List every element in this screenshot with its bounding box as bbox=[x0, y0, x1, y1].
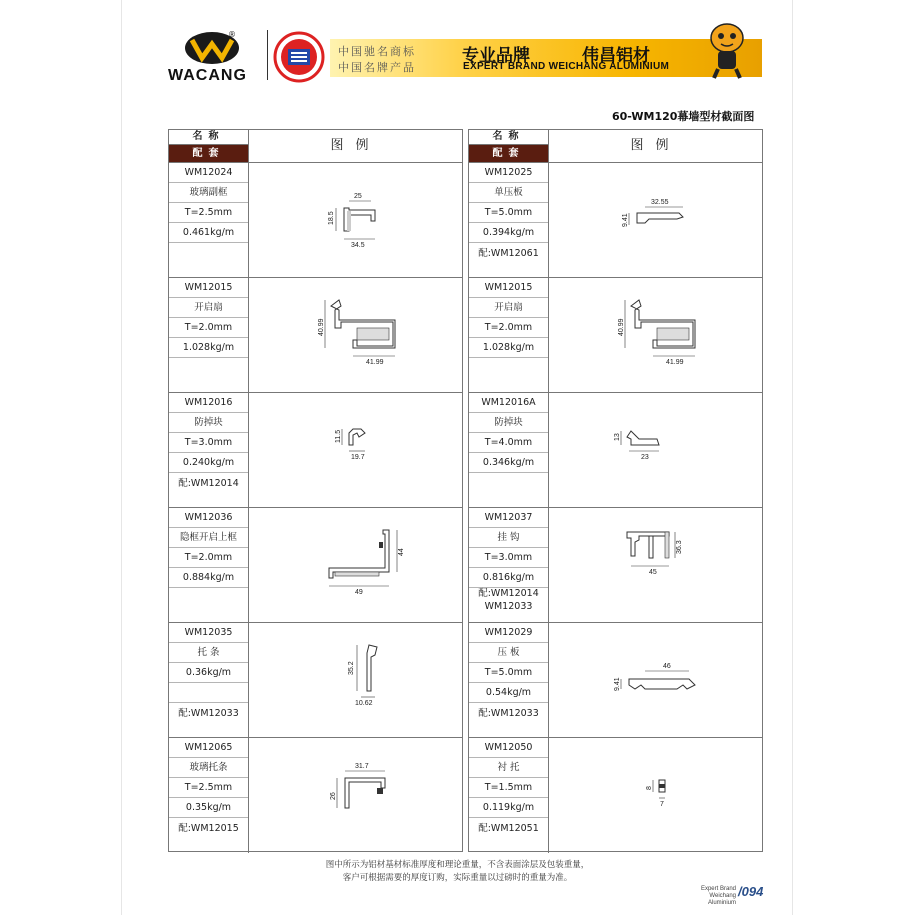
header-divider bbox=[267, 30, 268, 80]
footer-note-line2: 客户可根据需要的厚度订购，实际重量以过磅时的重量为准。 bbox=[342, 873, 573, 883]
dimension-label: 10.62 bbox=[355, 700, 373, 707]
profile-pairing: 配:WM12015 bbox=[178, 823, 239, 834]
profile-drawing bbox=[549, 393, 762, 507]
profile-drawing bbox=[249, 508, 462, 622]
dimension-label: 19.7 bbox=[351, 454, 365, 461]
profile-weight: 0.461kg/m bbox=[169, 223, 248, 243]
profile-entry bbox=[469, 278, 762, 393]
profile-entry bbox=[169, 393, 462, 508]
profile-name: 托 条 bbox=[169, 643, 248, 663]
profile-drawing bbox=[249, 738, 462, 853]
dimension-label: 11.5 bbox=[335, 429, 342, 443]
profile-weight: 0.346kg/m bbox=[469, 453, 548, 473]
profile-entry bbox=[469, 623, 762, 738]
footer-en-line2: Weichang Aluminium bbox=[707, 893, 736, 906]
dimension-label: 26 bbox=[330, 792, 337, 800]
profile-pairing bbox=[169, 243, 248, 278]
column-header-name: 名称 bbox=[469, 130, 549, 145]
page-edge-left bbox=[121, 0, 122, 915]
profile-pairing bbox=[169, 358, 248, 393]
column-header-name: 名称 bbox=[169, 130, 249, 145]
profile-entry bbox=[169, 738, 462, 853]
header-cn-top: 中国驰名商标 bbox=[338, 45, 416, 58]
footer-note-line1: 图中所示为铝材基材标准厚度和理论重量，不含表面涂层及包装重量， bbox=[325, 860, 590, 870]
profile-thickness: T=2.5mm bbox=[169, 203, 248, 223]
profile-drawing bbox=[549, 163, 762, 277]
profile-drawing bbox=[249, 393, 462, 507]
profile-thickness: T=3.0mm bbox=[469, 548, 548, 568]
column-header-figure: 图例 bbox=[330, 138, 381, 153]
dimension-label: 35.2 bbox=[348, 661, 355, 675]
profile-table-right bbox=[468, 129, 763, 852]
dimension-label: 7 bbox=[660, 801, 664, 808]
dimension-label: 41.99 bbox=[666, 359, 684, 366]
profile-name: 开启扇 bbox=[169, 298, 248, 318]
profile-pairing-extra: WM12033 bbox=[484, 601, 533, 612]
header-brand-cn: 伟昌铝材 bbox=[582, 46, 650, 66]
profile-code: WM12024 bbox=[169, 163, 248, 183]
profile-drawing bbox=[549, 738, 762, 853]
profile-weight: 0.816kg/m bbox=[469, 568, 548, 588]
dimension-label: 9.41 bbox=[614, 677, 621, 691]
column-header-pairing: 配套 bbox=[169, 145, 249, 162]
profile-pairing: 配:WM12014 bbox=[478, 588, 539, 599]
dimension-label: 44 bbox=[398, 548, 405, 556]
header-en: EXPERT BRAND WEICHANG ALUMINIUM bbox=[463, 61, 670, 72]
dimension-label: 31.7 bbox=[355, 763, 369, 770]
profile-weight: 0.36kg/m bbox=[169, 663, 248, 683]
profile-code: WM12050 bbox=[469, 738, 548, 758]
profile-pairing bbox=[469, 358, 548, 393]
profile-name: 衬 托 bbox=[469, 758, 548, 778]
profile-drawing bbox=[249, 163, 462, 277]
profile-name: 开启扇 bbox=[469, 298, 548, 318]
profile-thickness: T=5.0mm bbox=[469, 203, 548, 223]
profile-weight: 1.028kg/m bbox=[169, 338, 248, 358]
profile-name: 隐框开启上框 bbox=[169, 528, 248, 548]
profile-entry bbox=[169, 623, 462, 738]
profile-pairing: 配:WM12014 bbox=[178, 478, 239, 489]
profile-name: 防掉块 bbox=[469, 413, 548, 433]
profile-code: WM12029 bbox=[469, 623, 548, 643]
profile-thickness: T=2.0mm bbox=[169, 318, 248, 338]
profile-pairing bbox=[469, 473, 548, 508]
dimension-label: 49 bbox=[355, 589, 363, 596]
profile-code: WM12016 bbox=[169, 393, 248, 413]
dimension-label: 23 bbox=[641, 454, 649, 461]
profile-name: 挂 钩 bbox=[469, 528, 548, 548]
dimension-label: 32.55 bbox=[651, 199, 669, 206]
profile-drawing bbox=[549, 623, 762, 737]
profile-weight: 0.35kg/m bbox=[169, 798, 248, 818]
profile-entry bbox=[469, 163, 762, 278]
profile-name: 玻璃托条 bbox=[169, 758, 248, 778]
dimension-label: 40.99 bbox=[318, 318, 325, 336]
profile-entry bbox=[169, 163, 462, 278]
profile-code: WM12035 bbox=[169, 623, 248, 643]
dimension-label: 25 bbox=[354, 193, 362, 200]
profile-code: WM12015 bbox=[169, 278, 248, 298]
profile-thickness: T=1.5mm bbox=[469, 778, 548, 798]
header-cn-bottom: 中国名牌产品 bbox=[338, 61, 416, 74]
header-title: 专业品牌 bbox=[462, 46, 530, 66]
profile-code: WM12065 bbox=[169, 738, 248, 758]
profile-pairing bbox=[169, 588, 248, 623]
dimension-label: 41.99 bbox=[366, 359, 384, 366]
dimension-label: 8 bbox=[646, 786, 653, 790]
profile-entry bbox=[469, 508, 762, 623]
profile-thickness: T=4.0mm bbox=[469, 433, 548, 453]
profile-thickness: T=2.5mm bbox=[169, 778, 248, 798]
profile-entry bbox=[469, 738, 762, 853]
profile-thickness bbox=[169, 683, 248, 703]
profile-name: 玻璃副框 bbox=[169, 183, 248, 203]
dimension-label: 34.5 bbox=[351, 242, 365, 249]
profile-thickness: T=2.0mm bbox=[169, 548, 248, 568]
brand-name: WACANG bbox=[168, 67, 247, 84]
profile-thickness: T=3.0mm bbox=[169, 433, 248, 453]
profile-entry bbox=[169, 508, 462, 623]
profile-code: WM12037 bbox=[469, 508, 548, 528]
dimension-label: 40.99 bbox=[618, 318, 625, 336]
profile-code: WM12025 bbox=[469, 163, 548, 183]
profile-entry bbox=[169, 278, 462, 393]
dimension-label: 45 bbox=[649, 569, 657, 576]
profile-drawing bbox=[549, 508, 762, 622]
profile-name: 压 板 bbox=[469, 643, 548, 663]
dimension-label: 46 bbox=[663, 663, 671, 670]
profile-weight: 0.394kg/m bbox=[469, 223, 548, 243]
profile-drawing bbox=[249, 623, 462, 737]
profile-weight: 1.028kg/m bbox=[469, 338, 548, 358]
dimension-label: 18.5 bbox=[328, 211, 335, 225]
profile-pairing: 配:WM12033 bbox=[178, 708, 239, 719]
profile-weight: 0.119kg/m bbox=[469, 798, 548, 818]
profile-pairing: 配:WM12061 bbox=[478, 248, 539, 259]
dimension-label: 13 bbox=[614, 433, 621, 441]
dimension-label: 36.3 bbox=[676, 540, 683, 554]
profile-thickness: T=2.0mm bbox=[469, 318, 548, 338]
registered-mark: ® bbox=[228, 30, 236, 39]
profile-weight: 0.54kg/m bbox=[469, 683, 548, 703]
tiger-mascot-icon bbox=[697, 18, 757, 80]
profile-pairing: 配:WM12033 bbox=[478, 708, 539, 719]
profile-drawing bbox=[549, 278, 762, 392]
profile-name: 防掉块 bbox=[169, 413, 248, 433]
profile-weight: 0.884kg/m bbox=[169, 568, 248, 588]
profile-name: 单压板 bbox=[469, 183, 548, 203]
profile-code: WM12036 bbox=[169, 508, 248, 528]
column-header-figure: 图例 bbox=[630, 138, 681, 153]
footer-brand-en bbox=[686, 886, 736, 907]
dimension-label: 9.41 bbox=[622, 213, 629, 227]
profile-code: WM12015 bbox=[469, 278, 548, 298]
profile-weight: 0.240kg/m bbox=[169, 453, 248, 473]
section-title: 60-WM120幕墙型材截面图 bbox=[612, 110, 755, 123]
quality-badge-icon bbox=[273, 31, 325, 83]
page-number: /094 bbox=[738, 884, 764, 899]
profile-table-left bbox=[168, 129, 463, 852]
profile-thickness: T=5.0mm bbox=[469, 663, 548, 683]
page-edge-right bbox=[792, 0, 793, 915]
footer-en-line1: Expert Brand bbox=[700, 886, 736, 892]
profile-code: WM12016A bbox=[469, 393, 548, 413]
column-header-pairing: 配套 bbox=[469, 145, 549, 162]
profile-entry bbox=[469, 393, 762, 508]
profile-pairing: 配:WM12051 bbox=[478, 823, 539, 834]
profile-drawing bbox=[249, 278, 462, 392]
